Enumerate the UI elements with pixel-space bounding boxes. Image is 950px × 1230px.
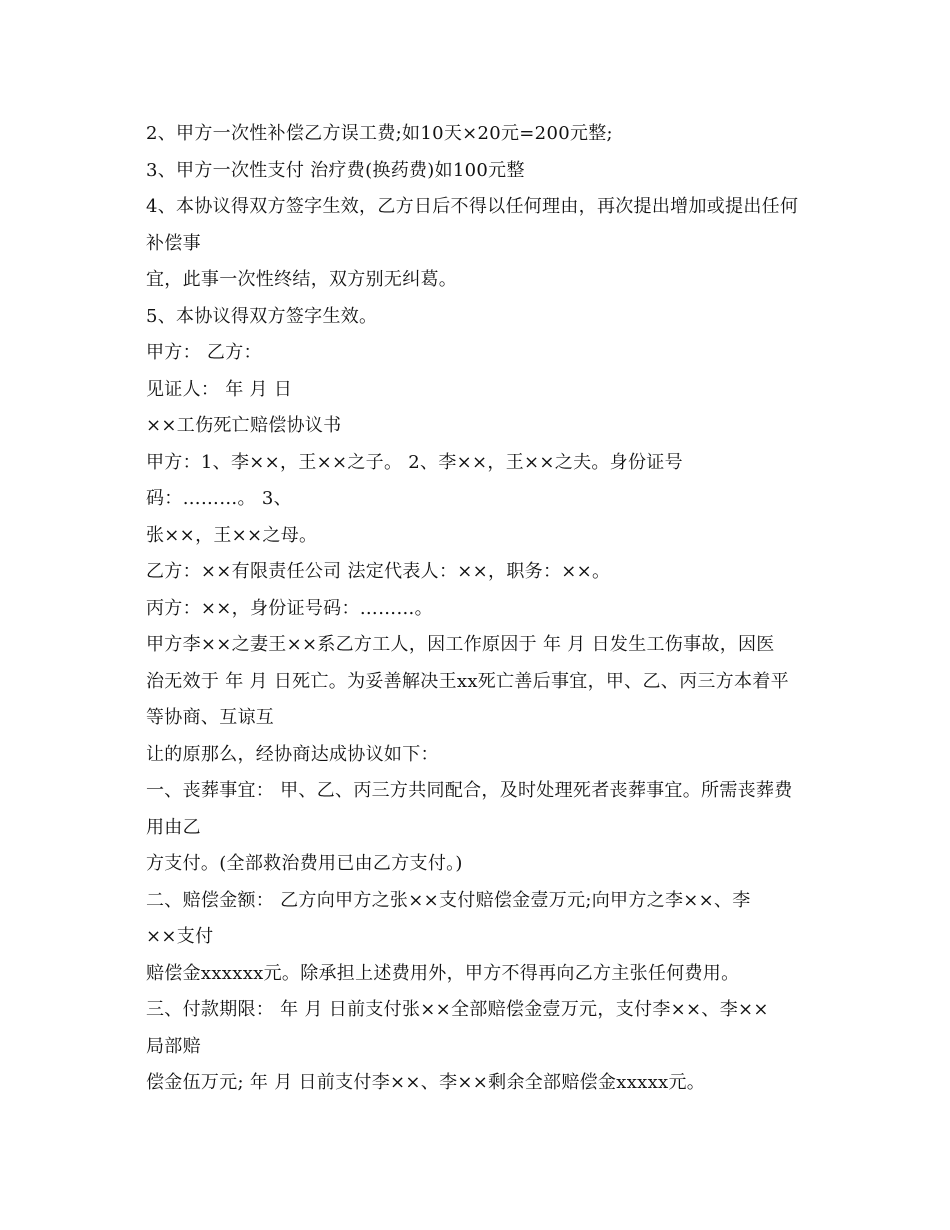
section-title: ××工伤死亡赔偿协议书	[146, 415, 342, 436]
text-line: 方支付。(全部救治费用已由乙方支付。)	[146, 853, 463, 874]
text-line: 丙方：××，身份证号码：………。	[146, 597, 433, 619]
text-line: 一、丧葬事宜： 甲、乙、丙三方共同配合，及时处理死者丧葬事宜。所需丧葬费	[146, 780, 793, 801]
text-line: 5、本协议得双方签字生效。	[146, 305, 378, 327]
text-line: 宜，此事一次性终结，双方别无纠葛。	[146, 269, 458, 290]
text-line: 三、付款期限： 年 月 日前支付张××全部赔偿金壹万元，支付李××、李××	[146, 999, 769, 1020]
text-line: 局部赔	[146, 1035, 201, 1057]
text-line: 2、甲方一次性补偿乙方误工费;如10天×20元=200元整;	[146, 123, 613, 144]
text-line: 治无效于 年 月 日死亡。为妥善解决王xx死亡善后事宜，甲、乙、丙三方本着平	[146, 670, 789, 692]
text-line: 张××，王××之母。	[146, 524, 318, 546]
text-line: 甲方：1、李××，王××之子。 2、李××，王××之夫。身份证号	[146, 451, 683, 473]
text-line: 乙方：××有限责任公司 法定代表人：××，职务：××。	[146, 561, 611, 582]
text-line: 让的原那么，经协商达成协议如下：	[146, 743, 439, 765]
text-line: 码：………。 3、	[146, 488, 292, 509]
text-line: 4、本协议得双方签字生效，乙方日后不得以任何理由，再次提出增加或提出任何	[146, 196, 799, 217]
witness-date-line: 见证人： 年 月 日	[146, 378, 293, 400]
text-line: 甲方李××之妻王××系乙方工人，因工作原因于 年 月 日发生工伤事故，因医	[146, 634, 775, 655]
text-line: 用由乙	[146, 816, 201, 838]
text-line: 二、赔偿金额： 乙方向甲方之张××支付赔偿金壹万元;向甲方之李××、李	[146, 889, 751, 911]
text-line: 赔偿金xxxxxx元。除承担上述费用外，甲方不得再向乙方主张任何费用。	[146, 962, 740, 984]
document-body	[146, 116, 826, 1102]
text-line: 等协商、互谅互	[146, 707, 275, 728]
text-line: 3、甲方一次性支付 治疗费(换药费)如100元整	[146, 159, 525, 181]
signature-line: 甲方： 乙方：	[146, 342, 262, 363]
text-line: 偿金伍万元; 年 月 日前支付李××、李××剩余全部赔偿金xxxxx元。	[146, 1072, 706, 1093]
text-line: 补偿事	[146, 232, 201, 254]
text-line: ××支付	[146, 926, 214, 947]
